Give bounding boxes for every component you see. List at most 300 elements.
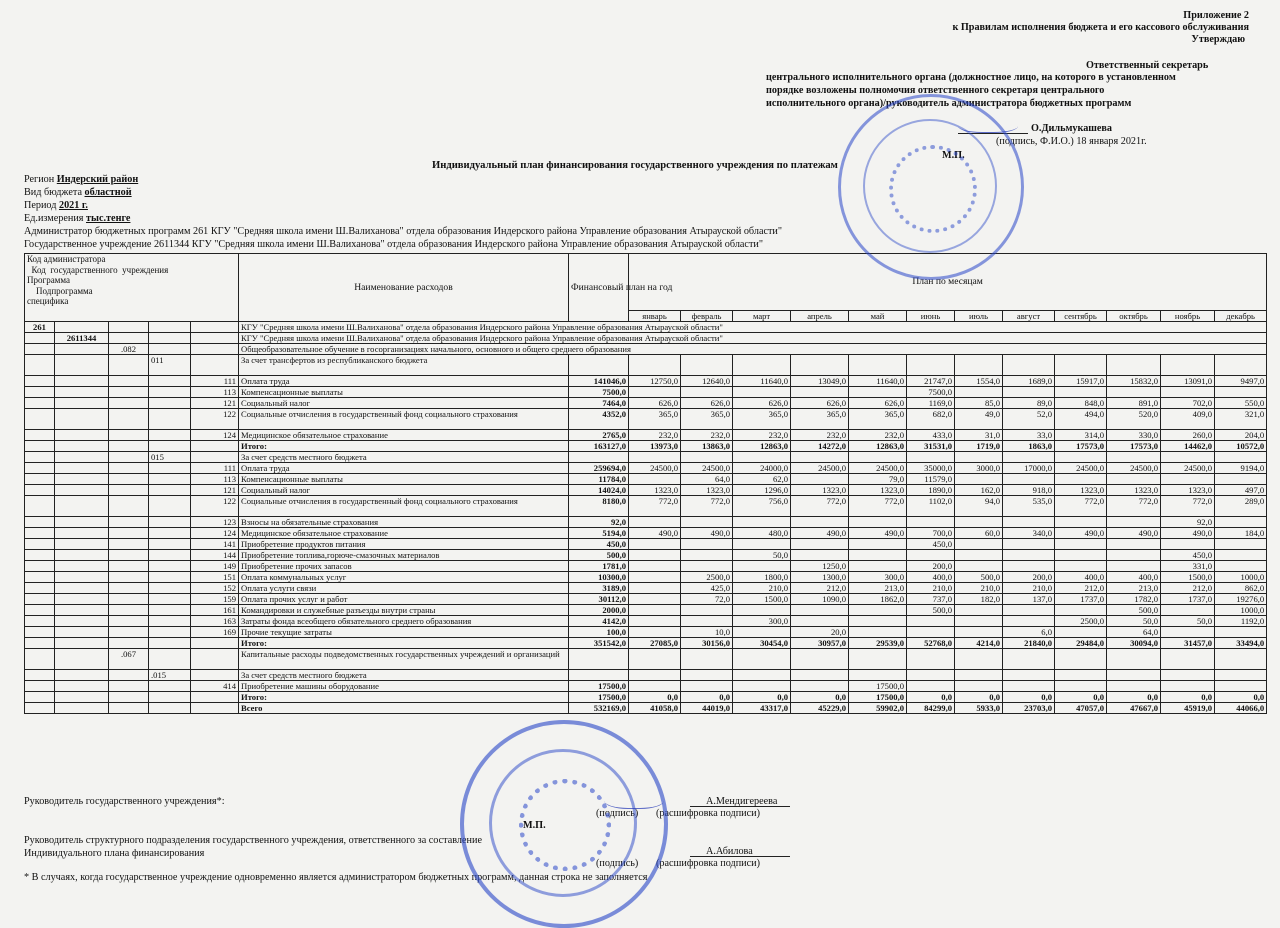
expense-name: Медицинское обязательное страхование: [239, 430, 569, 441]
month-value: 31531,0: [907, 441, 955, 452]
code-cell-c4: [149, 561, 191, 572]
code-cell-c1: [25, 616, 55, 627]
month-value: 0,0: [1003, 692, 1055, 703]
code-cell-c5: 113: [191, 387, 239, 398]
month-value: [681, 452, 733, 463]
signature-bottom: [604, 788, 664, 809]
month-value: [1107, 355, 1161, 376]
code-cell-c2: 2611344: [55, 333, 109, 344]
code-cell-c1: [25, 333, 55, 344]
table-row: [25, 703, 1267, 714]
code-cell-c5: 122: [191, 409, 239, 430]
table-row: [25, 517, 1267, 528]
expense-name: Капитальные расходы подведомственных государственных учреждений и организаций: [239, 649, 569, 670]
expense-name: Социальный налог: [239, 398, 569, 409]
month-value: 480,0: [733, 528, 791, 539]
table-row: [25, 474, 1267, 485]
head-label: Руководитель государственного учреждения*:: [24, 796, 225, 807]
annual-total: 17500,0: [569, 681, 629, 692]
month-value: 210,0: [907, 583, 955, 594]
month-value: 1500,0: [733, 594, 791, 605]
code-cell-c5: 163: [191, 616, 239, 627]
month-value: [907, 627, 955, 638]
expense-name: Компенсационные выплаты: [239, 387, 569, 398]
month-value: 3000,0: [955, 463, 1003, 474]
month-value: 409,0: [1161, 409, 1215, 430]
code-cell-c4: [149, 539, 191, 550]
month-value: 41058,0: [629, 703, 681, 714]
month-value: 7500,0: [907, 387, 955, 398]
annual-total: 11784,0: [569, 474, 629, 485]
month-value: 756,0: [733, 496, 791, 517]
month-value: [1161, 539, 1215, 550]
month-value: 213,0: [1107, 583, 1161, 594]
annual-total: 3189,0: [569, 583, 629, 594]
month-value: 626,0: [629, 398, 681, 409]
month-value: 30454,0: [733, 638, 791, 649]
code-cell-c4: [149, 572, 191, 583]
month-value: [1055, 681, 1107, 692]
month-value: 50,0: [1161, 616, 1215, 627]
stamp-mp-top: М.П.: [942, 150, 965, 161]
expense-name: КГУ "Средняя школа имени Ш.Валиханова" отдела образования Индерского района Управление образования Атырауской области": [239, 333, 1267, 344]
month-value: 212,0: [1161, 583, 1215, 594]
table-row: [25, 430, 1267, 441]
month-value: 200,0: [1003, 572, 1055, 583]
month-value: [681, 550, 733, 561]
month-value: 1300,0: [791, 572, 849, 583]
code-cell-c4: [149, 605, 191, 616]
struct-name: А.Абилова: [706, 846, 753, 857]
annual-total: [569, 355, 629, 376]
month-value: [955, 681, 1003, 692]
month-value: 400,0: [1055, 572, 1107, 583]
month-value: 6,0: [1003, 627, 1055, 638]
month-value: [849, 627, 907, 638]
region-value: Индерский район: [56, 174, 139, 185]
code-cell-c1: [25, 398, 55, 409]
table-row: [25, 561, 1267, 572]
month-value: [955, 627, 1003, 638]
unit-row: Ед.измерения тыс.тенге: [24, 213, 131, 224]
official-line-2: порядке возложены полномочия ответственного секретаря центрального: [766, 85, 1105, 96]
month-value: 17573,0: [1055, 441, 1107, 452]
table-row: [25, 344, 1267, 355]
month-value: 212,0: [791, 583, 849, 594]
month-value: 1689,0: [1003, 376, 1055, 387]
month-header-3: апрель: [791, 311, 849, 322]
code-cell-c1: [25, 517, 55, 528]
code-cell-c1: [25, 355, 55, 376]
expense-name: Взносы на обязательные страхования: [239, 517, 569, 528]
region-row: Регион Индерский район: [24, 174, 139, 185]
month-value: 450,0: [907, 539, 955, 550]
code-cell-c1: [25, 670, 55, 681]
month-value: [1003, 649, 1055, 670]
fin-plan-header: Финансовый план на год: [569, 254, 629, 322]
month-value: [907, 517, 955, 528]
month-value: [955, 561, 1003, 572]
month-value: 232,0: [733, 430, 791, 441]
month-value: [1003, 539, 1055, 550]
period-row: Период 2021 г.: [24, 200, 88, 211]
month-value: 0,0: [1161, 692, 1215, 703]
month-value: [955, 474, 1003, 485]
code-cell-c2: [55, 474, 109, 485]
code-cell-c1: [25, 485, 55, 496]
code-cell-c4: [149, 627, 191, 638]
code-cell-c4: [149, 485, 191, 496]
expense-name: Оплата прочих услуг и работ: [239, 594, 569, 605]
month-value: 24500,0: [849, 463, 907, 474]
code-cell-c1: [25, 452, 55, 463]
month-value: [955, 517, 1003, 528]
month-value: 200,0: [907, 561, 955, 572]
month-value: 1800,0: [733, 572, 791, 583]
code-cell-c2: [55, 387, 109, 398]
month-value: 1323,0: [681, 485, 733, 496]
month-value: 0,0: [955, 692, 1003, 703]
code-cell-c4: [149, 550, 191, 561]
code-cell-c5: 124: [191, 430, 239, 441]
month-value: 1323,0: [1161, 485, 1215, 496]
month-value: 772,0: [1107, 496, 1161, 517]
official-line-3: исполнительного органа)/руководитель администратора бюджетных программ: [766, 98, 1132, 109]
month-value: 848,0: [1055, 398, 1107, 409]
table-row: [25, 322, 1267, 333]
month-value: 0,0: [629, 692, 681, 703]
month-value: [955, 355, 1003, 376]
month-value: 1250,0: [791, 561, 849, 572]
code-cell-c4: 011: [149, 355, 191, 376]
month-value: [1215, 517, 1267, 528]
month-value: 27085,0: [629, 638, 681, 649]
month-value: [1215, 670, 1267, 681]
month-value: 0,0: [733, 692, 791, 703]
month-value: 11640,0: [733, 376, 791, 387]
month-value: [849, 649, 907, 670]
code-cell-c4: [149, 517, 191, 528]
month-value: 12750,0: [629, 376, 681, 387]
code-cell-c3: [109, 398, 149, 409]
month-value: 891,0: [1107, 398, 1161, 409]
month-value: 702,0: [1161, 398, 1215, 409]
month-value: [1055, 550, 1107, 561]
month-header-9: октябрь: [1107, 311, 1161, 322]
head-sign-word: (подпись): [596, 808, 639, 819]
code-cell-c3: [109, 355, 149, 376]
month-value: 60,0: [955, 528, 1003, 539]
month-value: [733, 387, 791, 398]
month-value: [955, 550, 1003, 561]
month-value: 44066,0: [1215, 703, 1267, 714]
month-value: 1090,0: [791, 594, 849, 605]
table-row: [25, 387, 1267, 398]
month-value: [1161, 670, 1215, 681]
table-row: [25, 463, 1267, 474]
month-value: 17573,0: [1107, 441, 1161, 452]
month-value: [791, 474, 849, 485]
month-value: [907, 670, 955, 681]
month-value: 918,0: [1003, 485, 1055, 496]
month-value: 300,0: [733, 616, 791, 627]
month-value: [1107, 474, 1161, 485]
month-value: 330,0: [1107, 430, 1161, 441]
annual-total: 92,0: [569, 517, 629, 528]
expense-name: Приобретение машины оборудование: [239, 681, 569, 692]
month-value: 1737,0: [1161, 594, 1215, 605]
code-cell-c5: 152: [191, 583, 239, 594]
month-value: 24000,0: [733, 463, 791, 474]
month-value: 0,0: [1055, 692, 1107, 703]
month-value: [1055, 452, 1107, 463]
month-value: 490,0: [629, 528, 681, 539]
months-plan-header: План по месяцам: [629, 254, 1267, 311]
annual-total: 141046,0: [569, 376, 629, 387]
expense-name: Медицинское обязательное страхование: [239, 528, 569, 539]
month-value: 33494,0: [1215, 638, 1267, 649]
month-value: 300,0: [849, 572, 907, 583]
month-value: 9194,0: [1215, 463, 1267, 474]
code-cell-c2: [55, 355, 109, 376]
month-value: [1003, 561, 1055, 572]
expense-name: КГУ "Средняя школа имени Ш.Валиханова" отдела образования Индерского района Управление образования Атырауской области": [239, 322, 1267, 333]
month-value: [1055, 517, 1107, 528]
month-value: [733, 670, 791, 681]
month-value: 450,0: [1161, 550, 1215, 561]
month-value: 1000,0: [1215, 572, 1267, 583]
month-value: [849, 605, 907, 616]
month-value: 64,0: [1107, 627, 1161, 638]
code-cell-c1: [25, 539, 55, 550]
month-value: 94,0: [955, 496, 1003, 517]
table-row: [25, 528, 1267, 539]
code-cell-c2: [55, 539, 109, 550]
table-row: [25, 692, 1267, 703]
code-cell-c4: [149, 441, 191, 452]
annual-total: 259694,0: [569, 463, 629, 474]
code-cell-c4: [149, 398, 191, 409]
month-value: [1003, 681, 1055, 692]
code-cell-c5: 169: [191, 627, 239, 638]
month-value: 30957,0: [791, 638, 849, 649]
code-cell-c3: [109, 452, 149, 463]
month-header-7: август: [1003, 311, 1055, 322]
month-value: 490,0: [1055, 528, 1107, 539]
expense-name: Социальные отчисления в государственный фонд социального страхования: [239, 496, 569, 517]
month-value: [629, 681, 681, 692]
month-value: [791, 649, 849, 670]
code-cell-c1: [25, 605, 55, 616]
code-cell-c4: [149, 344, 191, 355]
official-line-1: центрального исполнительного органа (должностное лицо, на которого в установленном: [766, 72, 1176, 83]
month-value: [629, 627, 681, 638]
month-value: [791, 517, 849, 528]
month-value: 232,0: [681, 430, 733, 441]
code-cell-c1: 261: [25, 322, 55, 333]
month-value: 0,0: [1215, 692, 1267, 703]
month-value: [1107, 387, 1161, 398]
month-value: 31457,0: [1161, 638, 1215, 649]
month-value: 365,0: [733, 409, 791, 430]
table-row: [25, 550, 1267, 561]
month-value: 1192,0: [1215, 616, 1267, 627]
month-value: 64,0: [681, 474, 733, 485]
code-cell-c3: [109, 561, 149, 572]
annual-total: 2765,0: [569, 430, 629, 441]
rules-label: к Правилам исполнения бюджета и его кассового обслуживания: [952, 22, 1249, 33]
month-value: 24500,0: [629, 463, 681, 474]
month-value: [1003, 550, 1055, 561]
month-value: [681, 605, 733, 616]
month-value: 331,0: [1161, 561, 1215, 572]
month-value: [733, 355, 791, 376]
month-value: 17500,0: [849, 692, 907, 703]
month-value: [1107, 561, 1161, 572]
code-cell-c1: [25, 409, 55, 430]
month-value: [791, 550, 849, 561]
code-cell-c3: [109, 409, 149, 430]
month-value: [1215, 452, 1267, 463]
code-cell-c5: 124: [191, 528, 239, 539]
struct-line-2: Индивидуального плана финансирования: [24, 848, 205, 859]
month-value: [1215, 649, 1267, 670]
month-header-10: ноябрь: [1161, 311, 1215, 322]
month-value: 772,0: [629, 496, 681, 517]
signer-line: [958, 133, 1028, 134]
month-value: 19276,0: [1215, 594, 1267, 605]
code-cell-c3: [109, 528, 149, 539]
table-row: [25, 583, 1267, 594]
month-value: [1055, 474, 1107, 485]
admin-line: Администратор бюджетных программ 261 КГУ "Средняя школа имени Ш.Валиханова" отдела образования Индерского района Управление образования Атырауской области": [24, 226, 783, 237]
month-value: [849, 517, 907, 528]
month-value: [733, 681, 791, 692]
month-value: [1215, 627, 1267, 638]
code-cell-c2: [55, 561, 109, 572]
month-value: 14272,0: [791, 441, 849, 452]
code-cell-c4: [149, 594, 191, 605]
code-cell-c2: [55, 627, 109, 638]
month-value: 1323,0: [1107, 485, 1161, 496]
code-cell-c1: [25, 463, 55, 474]
code-cell-c3: [109, 681, 149, 692]
month-value: 10572,0: [1215, 441, 1267, 452]
month-value: [1107, 670, 1161, 681]
code-cell-c4: [149, 474, 191, 485]
month-value: 52768,0: [907, 638, 955, 649]
month-value: [849, 616, 907, 627]
month-value: [1055, 355, 1107, 376]
code-cell-c3: [109, 463, 149, 474]
month-value: [1215, 387, 1267, 398]
code-cell-c1: [25, 681, 55, 692]
code-cell-c2: [55, 409, 109, 430]
code-cell-c4: [149, 703, 191, 714]
month-value: [1107, 539, 1161, 550]
code-cell-c4: [149, 496, 191, 517]
code-cell-c5: [191, 452, 239, 463]
code-cell-c2: [55, 398, 109, 409]
month-value: 213,0: [849, 583, 907, 594]
code-cell-c5: 159: [191, 594, 239, 605]
code-cell-c2: [55, 638, 109, 649]
month-value: 520,0: [1107, 409, 1161, 430]
annual-total: 450,0: [569, 539, 629, 550]
month-value: [1215, 355, 1267, 376]
code-cell-c2: [55, 594, 109, 605]
code-cell-c1: [25, 496, 55, 517]
month-value: 24500,0: [1161, 463, 1215, 474]
month-value: 1323,0: [791, 485, 849, 496]
month-value: 20,0: [791, 627, 849, 638]
month-value: [1055, 627, 1107, 638]
month-value: [1003, 474, 1055, 485]
official-seal-bottom: [460, 720, 668, 928]
expense-name: Социальный налог: [239, 485, 569, 496]
code-cell-c2: [55, 430, 109, 441]
month-value: [1161, 387, 1215, 398]
month-value: 321,0: [1215, 409, 1267, 430]
period-value: 2021 г.: [58, 200, 88, 211]
struct-sign-word: (подпись): [596, 858, 639, 869]
month-value: 862,0: [1215, 583, 1267, 594]
code-cell-c1: [25, 627, 55, 638]
month-value: [955, 616, 1003, 627]
month-value: [681, 561, 733, 572]
expense-name: Социальные отчисления в государственный фонд социального страхования: [239, 409, 569, 430]
month-value: [1215, 539, 1267, 550]
month-value: 626,0: [849, 398, 907, 409]
code-cell-c5: [191, 692, 239, 703]
month-value: 365,0: [629, 409, 681, 430]
month-value: [629, 474, 681, 485]
code-cell-c3: [109, 605, 149, 616]
expense-name: Командировки и служебные разъезды внутри страны: [239, 605, 569, 616]
table-row: [25, 638, 1267, 649]
month-value: 260,0: [1161, 430, 1215, 441]
table-row: [25, 572, 1267, 583]
month-value: 35000,0: [907, 463, 955, 474]
month-value: 626,0: [681, 398, 733, 409]
month-value: [1003, 452, 1055, 463]
expense-name: За счет средств местного бюджета: [239, 670, 569, 681]
month-value: [1107, 452, 1161, 463]
institution-line: Государственное учреждение 2611344 КГУ "Средняя школа имени Ш.Валиханова" отдела образования Индерского района Управление образования Атырауской области": [24, 239, 764, 250]
budget-row: Вид бюджета областной: [24, 187, 132, 198]
month-header-6: июль: [955, 311, 1003, 322]
month-value: 24500,0: [1055, 463, 1107, 474]
month-value: 1000,0: [1215, 605, 1267, 616]
annual-total: 30112,0: [569, 594, 629, 605]
head-decode: (расшифровка подписи): [656, 808, 760, 819]
code-cell-c3: [109, 485, 149, 496]
code-cell-c5: [191, 322, 239, 333]
expense-name: Оплата труда: [239, 376, 569, 387]
month-value: 50,0: [1107, 616, 1161, 627]
month-value: 700,0: [907, 528, 955, 539]
month-value: 425,0: [681, 583, 733, 594]
code-cell-c5: [191, 333, 239, 344]
code-cell-c1: [25, 430, 55, 441]
month-value: [733, 452, 791, 463]
code-cell-c5: [191, 703, 239, 714]
month-value: [733, 517, 791, 528]
month-value: 1169,0: [907, 398, 955, 409]
month-value: [681, 387, 733, 398]
table-row: [25, 594, 1267, 605]
table-row: [25, 409, 1267, 430]
